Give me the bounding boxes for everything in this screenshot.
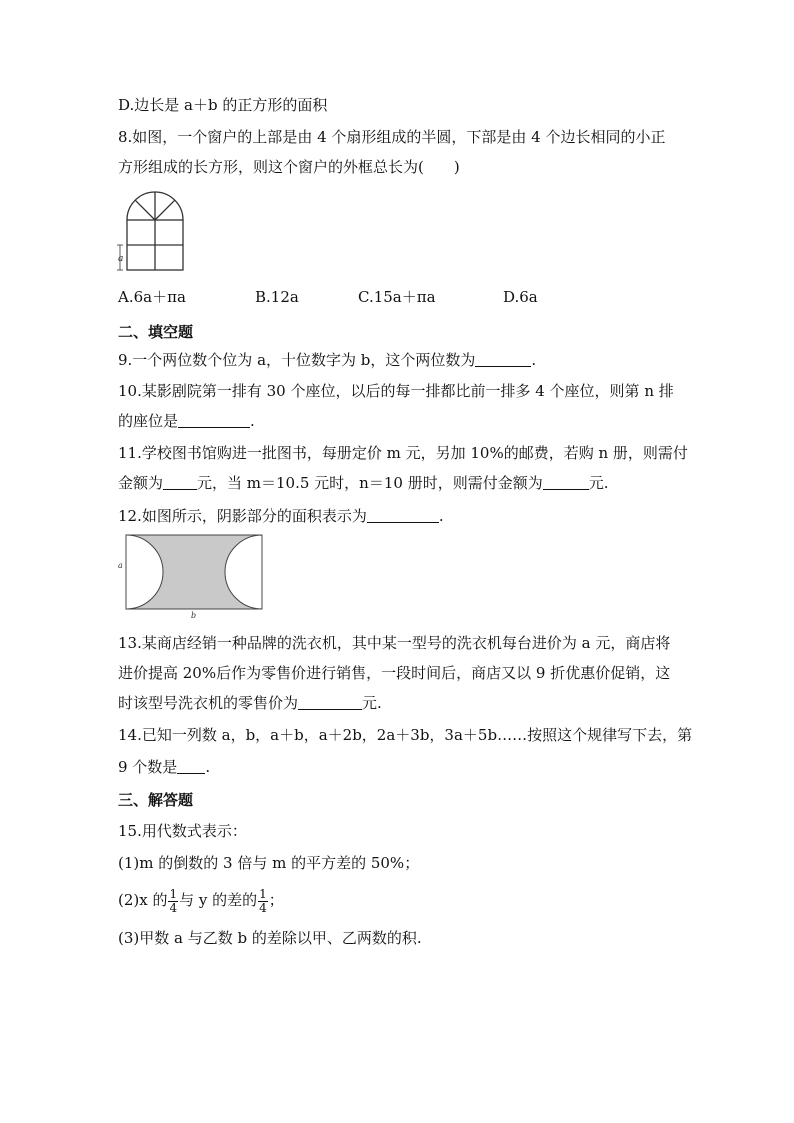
q13-line3: 时该型号洗衣机的零售价为 元. bbox=[118, 694, 382, 712]
q7-option-d: D.边长是 a＋b 的正方形的面积 bbox=[118, 96, 328, 114]
q12: 12.如图所示，阴影部分的面积表示为 . bbox=[118, 507, 444, 525]
q8-option-c: C.15a＋πa bbox=[358, 288, 436, 306]
q13-line2: 进价提高 20%后作为零售价进行销售，一段时间后，商店又以 9 折优惠价促销，这 bbox=[118, 664, 671, 682]
fig8-label-a: a bbox=[118, 254, 124, 264]
answer-blank bbox=[475, 351, 531, 367]
q15-part1: (1)m 的倒数的 3 倍与 m 的平方差的 50%； bbox=[118, 854, 420, 872]
answer-blank bbox=[178, 412, 250, 428]
q11-line1: 11.学校图书馆购进一批图书，每册定价 m 元，另加 10%的邮费，若购 n 册，则需付 bbox=[118, 444, 688, 462]
q14-line1: 14.已知一列数 a，b，a＋b，a＋2b，2a＋3b，3a＋5b……按照这个规律写下去，第 bbox=[118, 726, 693, 744]
answer-blank bbox=[177, 758, 205, 774]
q11-line2: 金额为 元，当 m＝10.5 元时，n＝10 册时，则需付金额为 元. bbox=[118, 474, 609, 492]
answer-blank bbox=[163, 474, 197, 490]
fig12-label-a: a bbox=[118, 561, 123, 570]
q8-window-figure bbox=[116, 187, 188, 273]
q9: 9.一个两位数个位为 a，十位数字为 b，这个两位数为 . bbox=[118, 351, 537, 369]
q8-text-line1: 8.如图，一个窗户的上部是由 4 个扇形组成的半圆，下部是由 4 个边长相同的小正 bbox=[118, 128, 666, 146]
fig12-label-b: b bbox=[191, 611, 197, 619]
q10-line2: 的座位是 . bbox=[118, 412, 255, 430]
section-3-heading: 三、解答题 bbox=[118, 791, 194, 809]
q8-option-d: D.6a bbox=[503, 288, 538, 306]
q12-shaded-figure bbox=[116, 533, 266, 619]
answer-blank bbox=[543, 474, 589, 490]
q13-line1: 13.某商店经销一种品牌的洗衣机，其中某一型号的洗衣机每台进价为 a 元，商店将 bbox=[118, 634, 671, 652]
q15-heading: 15.用代数式表示： bbox=[118, 822, 247, 840]
q15-part2: (2)x 的 $\frac{1}{4}$ 与 y 的差的 $\frac{1}{4}$ ； bbox=[118, 886, 284, 915]
answer-blank bbox=[367, 507, 439, 523]
q8-option-b: B.12a bbox=[255, 288, 299, 306]
q8-option-a: A.6a＋πa bbox=[118, 288, 186, 306]
q14-line2: 9 个数是 . bbox=[118, 758, 211, 776]
q8-text-line2: 方形组成的长方形，则这个窗户的外框总长为( ) bbox=[118, 158, 460, 176]
fraction-one-quarter: $\frac{1}{4}$ bbox=[259, 886, 267, 915]
q10-line1: 10.某影剧院第一排有 30 个座位，以后的每一排都比前一排多 4 个座位，则第 n 排 bbox=[118, 382, 674, 400]
section-2-heading: 二、填空题 bbox=[118, 323, 194, 341]
answer-blank bbox=[298, 694, 362, 710]
fraction-one-quarter: $\frac{1}{4}$ bbox=[169, 886, 178, 915]
q15-part3: (3)甲数 a 与乙数 b 的差除以甲、乙两数的积. bbox=[118, 929, 422, 947]
